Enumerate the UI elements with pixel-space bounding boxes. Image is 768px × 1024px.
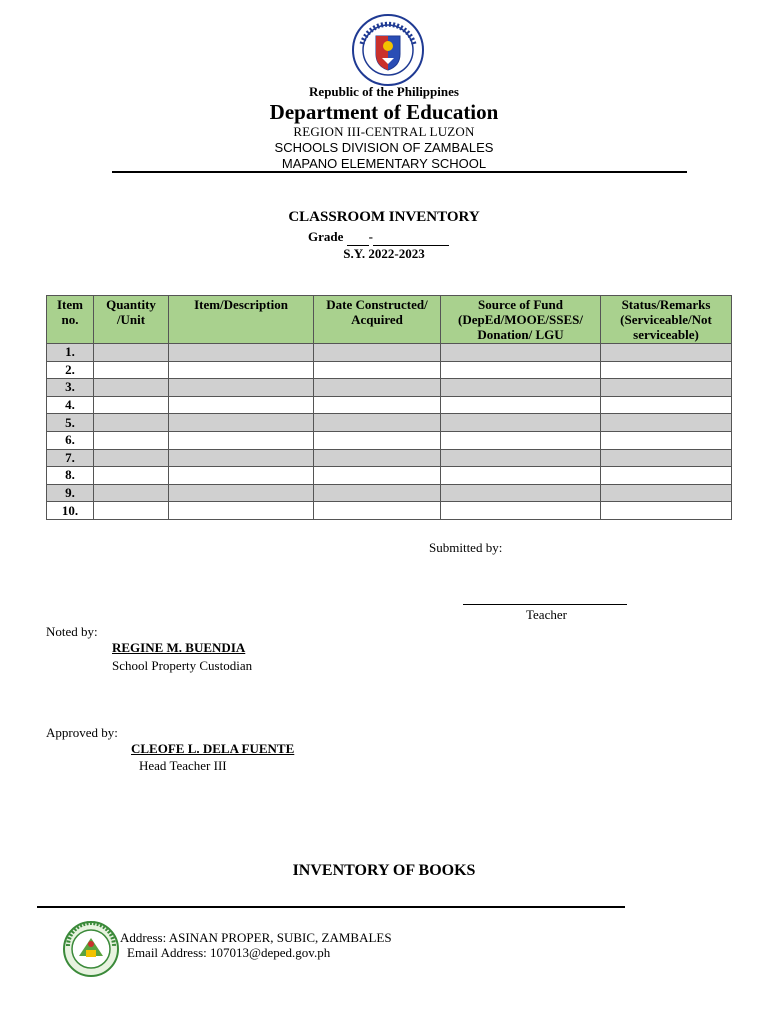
table-cell[interactable] xyxy=(169,431,314,449)
school-address: Address: ASINAN PROPER, SUBIC, ZAMBALES xyxy=(120,930,392,945)
custodian-position: School Property Custodian xyxy=(112,658,253,673)
table-cell[interactable] xyxy=(314,414,441,432)
table-cell[interactable] xyxy=(441,361,601,379)
table-row xyxy=(47,467,732,485)
head-teacher-name: CLEOFE L. DELA FUENTE xyxy=(131,741,295,756)
table-cell[interactable] xyxy=(314,467,441,485)
table-cell[interactable] xyxy=(441,502,601,520)
item-number: 5. xyxy=(47,414,94,432)
table-cell[interactable] xyxy=(601,431,732,449)
table-row xyxy=(47,502,732,520)
footer-divider xyxy=(37,906,625,908)
table-cell[interactable] xyxy=(601,484,732,502)
table-cell[interactable] xyxy=(169,502,314,520)
section-blank xyxy=(373,229,449,246)
submitted-by-label: Submitted by: xyxy=(429,540,503,555)
item-number: 9. xyxy=(47,484,94,502)
school-name: MAPANO ELEMENTARY SCHOOL xyxy=(281,156,487,171)
books-section-title: INVENTORY OF BOOKS xyxy=(292,862,476,879)
table-cell[interactable] xyxy=(94,467,169,485)
table-cell[interactable] xyxy=(169,396,314,414)
table-row xyxy=(47,449,732,467)
table-cell[interactable] xyxy=(94,414,169,432)
col-quantity: Quantity /Unit xyxy=(94,296,169,344)
table-cell[interactable] xyxy=(601,414,732,432)
table-cell[interactable] xyxy=(601,449,732,467)
item-number: 1. xyxy=(47,344,94,362)
table-row xyxy=(47,396,732,414)
table-cell[interactable] xyxy=(169,414,314,432)
grade-separator: - xyxy=(368,229,373,244)
table-cell[interactable] xyxy=(314,396,441,414)
table-cell[interactable] xyxy=(601,396,732,414)
deped-seal-icon xyxy=(352,14,424,86)
table-cell[interactable] xyxy=(169,361,314,379)
table-cell[interactable] xyxy=(441,431,601,449)
table-cell[interactable] xyxy=(94,449,169,467)
col-source: Source of Fund (DepEd/MOOE/SSES/ Donation/ LGU xyxy=(441,296,601,344)
custodian-name: REGINE M. BUENDIA xyxy=(112,640,246,655)
grade-blank xyxy=(347,229,369,246)
table-cell[interactable] xyxy=(314,344,441,362)
table-row xyxy=(47,431,732,449)
table-cell[interactable] xyxy=(441,467,601,485)
col-date: Date Constructed/ Acquired xyxy=(314,296,441,344)
table-row xyxy=(47,361,732,379)
table-row xyxy=(47,414,732,432)
col-item-no: Item no. xyxy=(47,296,94,344)
table-cell[interactable] xyxy=(601,379,732,397)
item-number: 4. xyxy=(47,396,94,414)
head-teacher-position: Head Teacher III xyxy=(139,758,227,773)
table-cell[interactable] xyxy=(169,467,314,485)
region-text: REGION III-CENTRAL LUZON xyxy=(293,124,475,139)
school-email: Email Address: 107013@deped.gov.ph xyxy=(127,945,331,960)
inventory-table xyxy=(46,295,732,520)
table-cell[interactable] xyxy=(314,502,441,520)
teacher-label: Teacher xyxy=(526,607,567,622)
table-cell[interactable] xyxy=(314,431,441,449)
division-text: SCHOOLS DIVISION OF ZAMBALES xyxy=(274,140,494,155)
department-title: Department of Education xyxy=(269,100,499,124)
table-cell[interactable] xyxy=(314,379,441,397)
item-number: 6. xyxy=(47,431,94,449)
item-number: 2. xyxy=(47,361,94,379)
school-year: S.Y. 2022-2023 xyxy=(343,246,425,261)
table-cell[interactable] xyxy=(601,361,732,379)
form-title: CLASSROOM INVENTORY xyxy=(288,209,480,225)
table-cell[interactable] xyxy=(94,396,169,414)
col-description: Item/Description xyxy=(169,296,314,344)
item-number: 7. xyxy=(47,449,94,467)
header-divider xyxy=(112,171,687,173)
table-cell[interactable] xyxy=(94,344,169,362)
table-cell[interactable] xyxy=(169,379,314,397)
table-cell[interactable] xyxy=(94,431,169,449)
table-cell[interactable] xyxy=(169,449,314,467)
table-cell[interactable] xyxy=(94,361,169,379)
item-number: 10. xyxy=(47,502,94,520)
table-row xyxy=(47,484,732,502)
table-cell[interactable] xyxy=(441,414,601,432)
table-cell[interactable] xyxy=(441,396,601,414)
school-logo-icon xyxy=(62,920,120,978)
table-header-row xyxy=(47,296,732,344)
teacher-signature-line xyxy=(463,604,627,605)
table-cell[interactable] xyxy=(94,502,169,520)
col-status: Status/Remarks (Serviceable/Not serviceable) xyxy=(601,296,732,344)
table-cell[interactable] xyxy=(441,449,601,467)
grade-field xyxy=(308,229,449,246)
table-cell[interactable] xyxy=(169,344,314,362)
approved-by-label: Approved by: xyxy=(46,725,118,740)
table-cell[interactable] xyxy=(441,484,601,502)
table-cell[interactable] xyxy=(601,467,732,485)
noted-by-label: Noted by: xyxy=(46,624,98,639)
grade-label: Grade xyxy=(308,229,344,244)
table-cell[interactable] xyxy=(601,502,732,520)
table-cell[interactable] xyxy=(94,379,169,397)
item-number: 8. xyxy=(47,467,94,485)
table-cell[interactable] xyxy=(441,344,601,362)
table-cell[interactable] xyxy=(169,484,314,502)
table-row xyxy=(47,379,732,397)
table-cell[interactable] xyxy=(441,379,601,397)
table-cell[interactable] xyxy=(94,484,169,502)
table-cell[interactable] xyxy=(314,484,441,502)
table-cell[interactable] xyxy=(314,449,441,467)
item-number: 3. xyxy=(47,379,94,397)
table-cell[interactable] xyxy=(601,344,732,362)
table-cell[interactable] xyxy=(314,361,441,379)
republic-text: Republic of the Philippines xyxy=(309,84,459,99)
table-row xyxy=(47,344,732,362)
